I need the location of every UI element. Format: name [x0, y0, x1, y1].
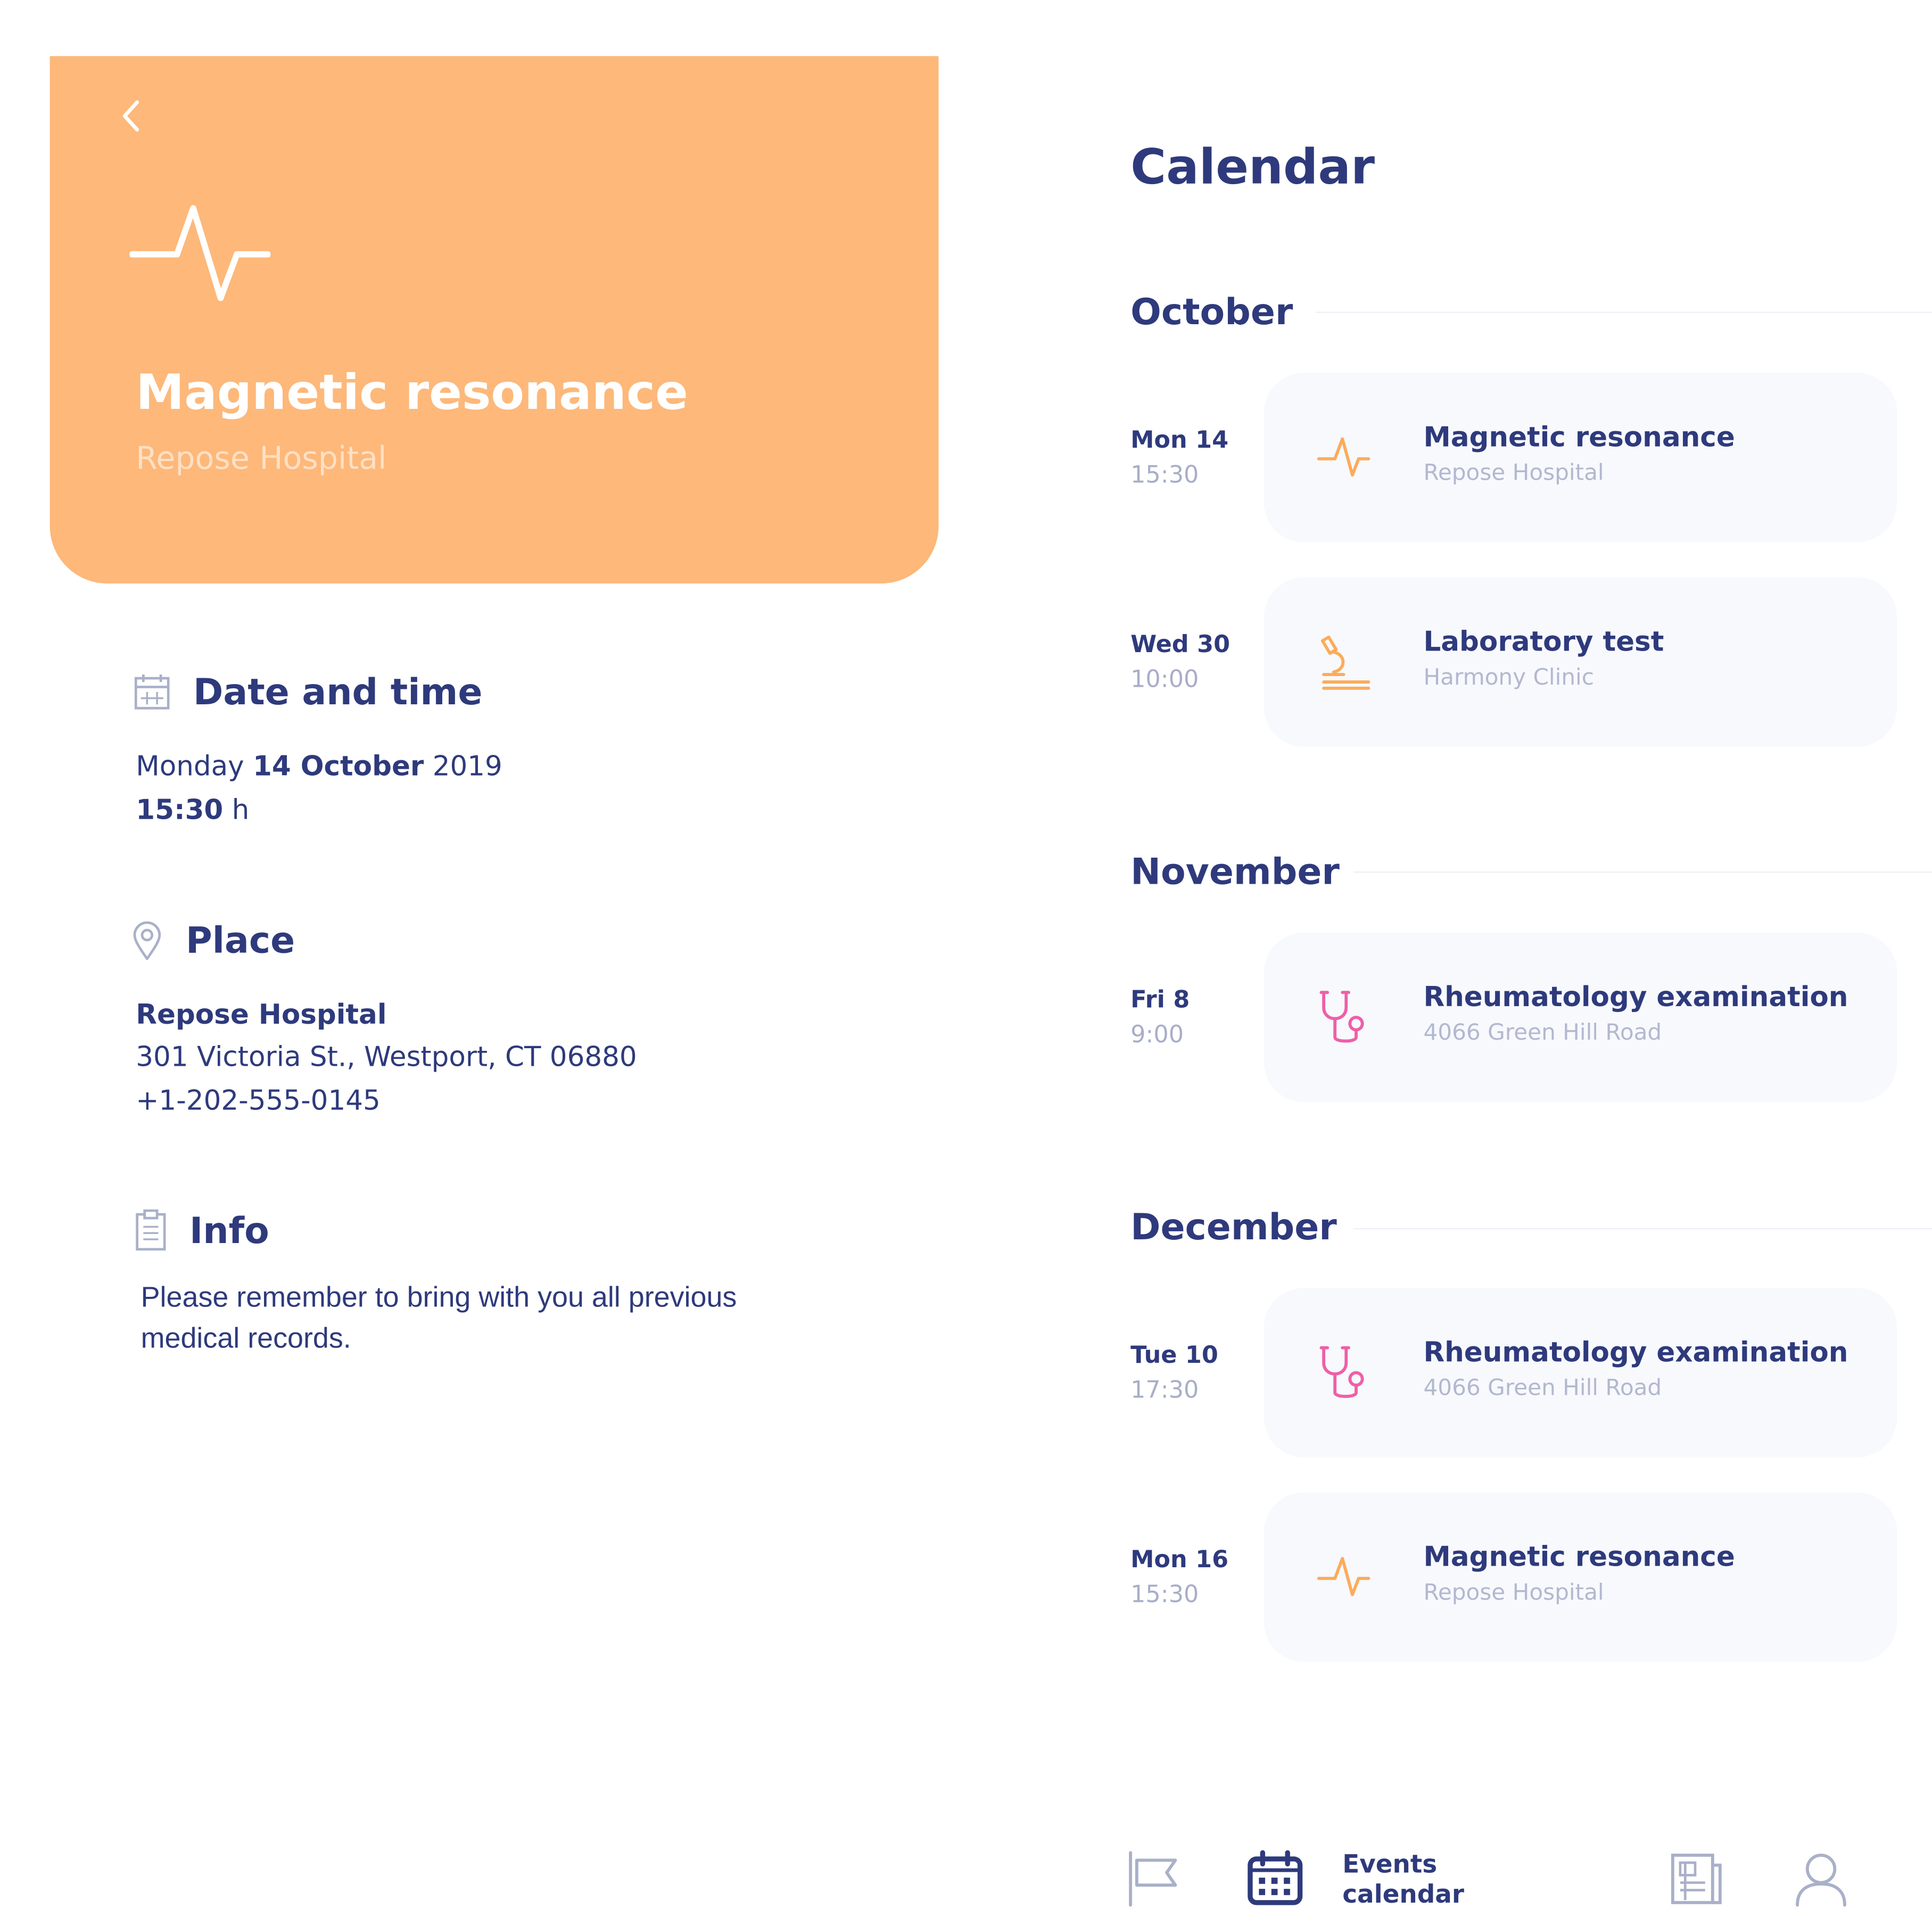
event-day: Tue 10 — [1130, 1341, 1218, 1369]
flag-icon — [1124, 1850, 1182, 1908]
event-year: 2019 — [432, 752, 502, 783]
nav-events-calendar-button[interactable] — [1246, 1850, 1304, 1908]
event-card-place: 4066 Green Hill Road — [1423, 1019, 1662, 1046]
event-day: Mon 16 — [1130, 1546, 1229, 1574]
event-time-value: 15:30 — [136, 795, 224, 827]
event-day: Fri 8 — [1130, 986, 1190, 1014]
info-text-line-1: Please remember to bring with you all previous — [141, 1280, 737, 1313]
event-time: 15:30 — [1130, 461, 1199, 489]
event-card-title: Magnetic resonance — [1423, 1542, 1735, 1574]
event-day-month: 14 October — [253, 752, 424, 783]
newspaper-icon — [1667, 1850, 1725, 1908]
info-heading: Info — [189, 1209, 269, 1252]
back-button[interactable] — [114, 94, 152, 138]
event-card-place: Repose Hospital — [1423, 1580, 1604, 1606]
event-time: 15:30 — [1130, 1581, 1199, 1609]
place-phone[interactable]: +1-202-555-0145 — [136, 1085, 381, 1117]
place-address[interactable]: 301 Victoria St., Westport, CT 06880 — [136, 1042, 637, 1074]
date-time-heading: Date and time — [193, 670, 483, 713]
event-card[interactable] — [1264, 577, 1897, 747]
event-weekday: Monday — [136, 752, 244, 783]
calendar-icon — [1246, 1850, 1304, 1908]
event-time — [136, 795, 249, 827]
event-card-place: 4066 Green Hill Road — [1423, 1375, 1662, 1402]
event-card-title: Rheumatology examination — [1423, 1337, 1848, 1369]
pulse-icon — [1314, 1547, 1373, 1607]
event-time: 10:00 — [1130, 665, 1199, 694]
event-card[interactable] — [1264, 1492, 1897, 1662]
user-icon — [1793, 1850, 1850, 1908]
month-divider — [1353, 1228, 1932, 1229]
event-card[interactable] — [1264, 933, 1897, 1103]
nav-events-calendar-label[interactable]: Events calendar — [1342, 1849, 1465, 1909]
month-heading-december: December — [1130, 1205, 1337, 1248]
event-card[interactable] — [1264, 373, 1897, 542]
event-card-title: Rheumatology examination — [1423, 982, 1848, 1014]
microscope-icon — [1314, 632, 1373, 692]
stethoscope-icon — [1314, 1343, 1373, 1402]
nav-profile-button[interactable] — [1793, 1850, 1850, 1908]
calendar-title: Calendar — [1130, 139, 1375, 196]
place-name: Repose Hospital — [136, 1000, 387, 1031]
event-subtitle: Repose Hospital — [136, 440, 387, 476]
nav-news-button[interactable] — [1667, 1850, 1725, 1908]
event-hero-card — [50, 56, 939, 583]
month-heading-november: November — [1130, 850, 1340, 893]
event-day: Mon 14 — [1130, 426, 1229, 454]
event-time-suffix: h — [232, 795, 250, 827]
pulse-icon — [1314, 427, 1373, 487]
stethoscope-icon — [1314, 988, 1373, 1047]
event-card-title: Laboratory test — [1423, 627, 1664, 659]
event-card-place: Harmony Clinic — [1423, 664, 1594, 691]
event-date — [136, 752, 502, 783]
month-heading-october: October — [1130, 290, 1293, 333]
chevron-left-icon — [114, 94, 152, 138]
info-text-line-2: medical records. — [141, 1321, 351, 1354]
location-pin-icon — [132, 922, 162, 961]
nav-flag-button[interactable] — [1124, 1850, 1182, 1908]
calendar-icon — [134, 672, 171, 712]
place-heading: Place — [185, 919, 295, 961]
event-card-title: Magnetic resonance — [1423, 422, 1735, 454]
event-time: 9:00 — [1130, 1021, 1184, 1049]
event-card[interactable] — [1264, 1288, 1897, 1458]
pulse-icon — [130, 203, 271, 306]
event-day: Wed 30 — [1130, 631, 1231, 659]
event-time: 17:30 — [1130, 1376, 1199, 1404]
event-title: Magnetic resonance — [136, 365, 688, 422]
month-divider — [1316, 312, 1932, 313]
month-divider — [1353, 871, 1932, 873]
event-card-place: Repose Hospital — [1423, 460, 1604, 487]
clipboard-icon — [134, 1210, 169, 1252]
